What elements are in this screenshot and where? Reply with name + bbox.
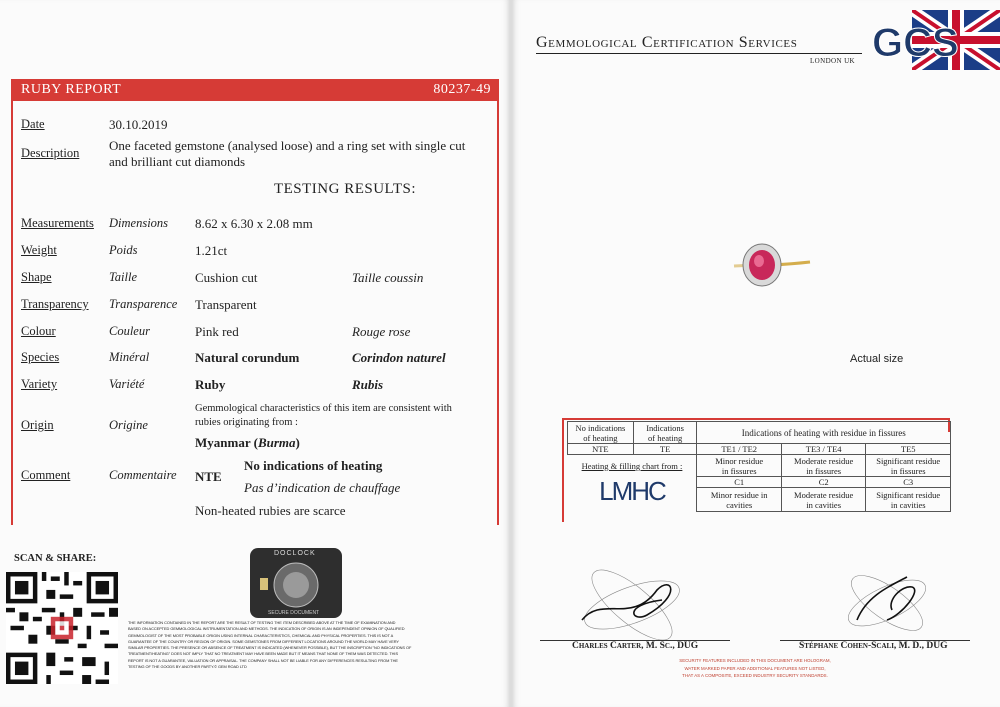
qr-code[interactable]	[6, 572, 118, 684]
comment-label-fr: Commentaire	[109, 468, 177, 482]
heating-table	[567, 421, 951, 512]
report-page-right	[512, 0, 1000, 707]
result-value: Transparent	[195, 297, 257, 312]
lmhc-logo-cell	[568, 477, 697, 512]
company-name: Gemmological Certification Services	[536, 34, 798, 51]
te12-cell: TE1 / TE2	[697, 444, 781, 455]
report-right-rule	[497, 101, 499, 525]
report-title: RUBY REPORT	[21, 82, 122, 97]
significant-fissures-1: Significant residue	[876, 455, 941, 466]
result-value-fr: Taille coussin	[352, 270, 424, 285]
moderate-fissures-2: in fissures	[806, 465, 842, 476]
moderate-cavities-2: in cavities	[806, 499, 842, 510]
disclaimer-line: TREATMENT/HEATING" DOES NOT IMPLY THAT NO TREATMENT MAY HAVE BEEN MADE BUT IT MEANS THAT NONE OF THEM WAS DETECTED. THIS	[128, 651, 398, 657]
comment-text: No indications of heating	[244, 458, 383, 473]
scan-share-label: SCAN & SHARE:	[14, 553, 97, 564]
origin-label-fr: Origine	[109, 418, 148, 432]
result-value-fr: Rouge rose	[352, 324, 411, 339]
signatory-1-name: Charles Carter, M. Sc., DUG	[572, 641, 699, 651]
c1-cell: C1	[697, 477, 781, 488]
result-label: Weight	[21, 243, 57, 257]
security-note-line: THAT AS A COMPOSITE, EXCEED INDUSTRY SECURITY STANDARDS.	[682, 673, 828, 678]
origin-country: Myanmar (Burma)	[195, 435, 300, 450]
heating-table-top-rule	[562, 418, 950, 420]
origin-line-2: rubies originating from :	[195, 417, 298, 428]
legal-disclaimer	[128, 620, 500, 670]
disclaimer-line: BASED ON ACCEPTED GEMMOLOGICAL INSTRUMENTATION AND METHODS. THE INDICATION OF ORIGIN IS AN INDEPENDENT OPINION OF QUALIFIED	[128, 626, 405, 632]
heating-table-header: Indications of heating with residue in fissures	[697, 422, 951, 444]
signature-carter	[562, 565, 702, 640]
no-indications-label: No indications	[575, 422, 626, 433]
result-label-fr: Transparence	[109, 297, 178, 311]
security-note-line: SECURITY FEATURES INCLUDED IN THIS DOCUMENT ARE HOLOGRAM,	[679, 658, 831, 663]
c3-cell: C3	[866, 477, 951, 488]
disclaimer-line: GEMMOLOGIST OF THE MOST PROBABLE ORIGIN USING INTERNAL CHARACTERISTICS, CHEMICAL AND PHYSICAL PROPERTIES. THIS IS NOT A	[128, 632, 394, 638]
c2-cell: C2	[781, 477, 866, 488]
security-note	[630, 657, 880, 680]
moderate-cavities-1: Moderate residue	[794, 489, 854, 500]
comment-text-fr: Pas d’indication de chauffage	[244, 480, 401, 495]
result-label: Colour	[21, 324, 56, 338]
minor-cavities-1: Minor residue in	[710, 489, 768, 500]
description-line-1: One faceted gemstone (analysed loose) and a ring set with single cut	[109, 138, 466, 153]
description-line-2: and brilliant cut diamonds	[109, 154, 246, 169]
doclock-seal	[250, 548, 342, 618]
signature-cohen-scali	[832, 565, 942, 640]
date-label: Date	[21, 117, 45, 131]
signatory-2-name: Stéphane Cohen-Scali, M. D., DUG	[799, 641, 948, 651]
indications-label-2: of heating	[647, 432, 683, 443]
date-value: 30.10.2019	[109, 117, 168, 132]
result-label: Transparency	[21, 297, 89, 311]
origin-country-name: Myanmar	[195, 435, 251, 450]
comment-note: Non-heated rubies are scarce	[195, 503, 346, 518]
result-value-fr: Rubis	[352, 377, 384, 392]
result-label-fr: Taille	[109, 270, 138, 284]
significant-cavities-1: Significant residue	[876, 489, 941, 500]
te34-cell: TE3 / TE4	[781, 444, 866, 455]
heating-table-left-rule	[562, 418, 564, 522]
te-cell: TE	[633, 444, 697, 455]
seal-top-text: DOCLOCK	[274, 550, 316, 557]
result-label-fr: Poids	[109, 243, 138, 257]
company-underline	[536, 53, 862, 54]
comment-label: Comment	[21, 468, 71, 482]
gcs-logo	[868, 10, 1000, 70]
indications-label: Indications	[646, 422, 684, 433]
minor-fissures-1: Minor residue	[715, 455, 764, 466]
significant-cavities-2: in cavities	[890, 499, 926, 510]
disclaimer-line: SIMILAR PROPERTIES. THE PRESENCE OR ABSENCE OF TREATMENT IS INDICATED (WHENEVER POSSIBLE), BUT THE INSCRIPTION "NO INDICATIONS OF	[128, 645, 412, 651]
nte-cell: NTE	[568, 444, 634, 455]
report-header-bar	[11, 79, 499, 101]
origin-label: Origin	[21, 418, 54, 432]
disclaimer-line: THE INFORMATION CONTAINED IN THE REPORT ARE THE RESULT OF TESTING THE ITEM DESCRIBED ABOVE AT THE TIME OF EXAMINATION AND	[128, 620, 396, 625]
heating-chart-link[interactable]: Heating & filling chart from :	[581, 460, 683, 471]
photo-caption: Actual size	[850, 353, 904, 365]
result-value: Pink red	[195, 324, 239, 339]
result-label: Measurements	[21, 216, 94, 230]
result-label: Species	[21, 350, 60, 364]
seal-mid-text: SECURE DOCUMENT	[268, 610, 320, 616]
disclaimer-line: TESTING OF THE GOODS BY ANOTHER PARTY.© GEM ROAD LTD	[128, 664, 247, 670]
result-label-fr: Couleur	[109, 324, 150, 338]
result-value: Cushion cut	[195, 270, 258, 285]
lmhc-logo: LMHC	[599, 476, 665, 506]
disclaimer-line: GUARANTEE OF THE COUNTRY OR REGION OF ORIGIN. SOME GEMSTONES FROM DIFFERENT LOCATIONS AROUND THE WORLD MAY HAVE VERY	[128, 638, 399, 644]
te5-cell: TE5	[866, 444, 951, 455]
gcs-letters: GCS	[872, 21, 959, 65]
result-value-fr: Corindon naturel	[352, 350, 446, 365]
origin-country-alt: Burma	[257, 435, 296, 450]
result-label-fr: Minéral	[109, 350, 150, 364]
report-number: 80237-49	[433, 82, 491, 97]
testing-results-title: TESTING RESULTS:	[273, 181, 417, 197]
result-value: Natural corundum	[195, 350, 300, 365]
minor-fissures-2: in fissures	[721, 465, 757, 476]
result-value: 8.62 x 6.30 x 2.08 mm	[195, 216, 313, 231]
result-label: Shape	[21, 270, 52, 284]
significant-fissures-2: in fissures	[890, 465, 926, 476]
result-value: 1.21ct	[195, 243, 228, 258]
result-value: Ruby	[195, 377, 226, 392]
hologram-icon	[250, 548, 342, 618]
result-label-fr: Variété	[109, 377, 145, 391]
disclaimer-line: REPORT IS NOT A GUARANTEE, VALUATION OR APPRAISAL. THE COMPANY SHALL NOT BE LIABLE FOR ANY DIFFERENCES RESULTING FROM THE	[128, 657, 398, 663]
description-label: Description	[21, 146, 80, 160]
minor-cavities-2: cavities	[726, 499, 753, 510]
comment-code: NTE	[195, 469, 222, 484]
company-location: LONDON UK	[810, 57, 856, 65]
origin-line-1: Gemmological characteristics of this item are consistent with	[195, 403, 452, 414]
security-note-line: WATER MARKED PAPER AND ADDITIONAL FEATURES NOT LISTED,	[684, 665, 826, 671]
result-label-fr: Dimensions	[109, 216, 169, 230]
ruby-ring-photo	[732, 240, 812, 290]
report-left-rule	[11, 101, 13, 525]
result-label: Variety	[21, 377, 58, 391]
no-indications-label-2: of heating	[583, 432, 618, 443]
moderate-fissures-1: Moderate residue	[794, 455, 854, 466]
